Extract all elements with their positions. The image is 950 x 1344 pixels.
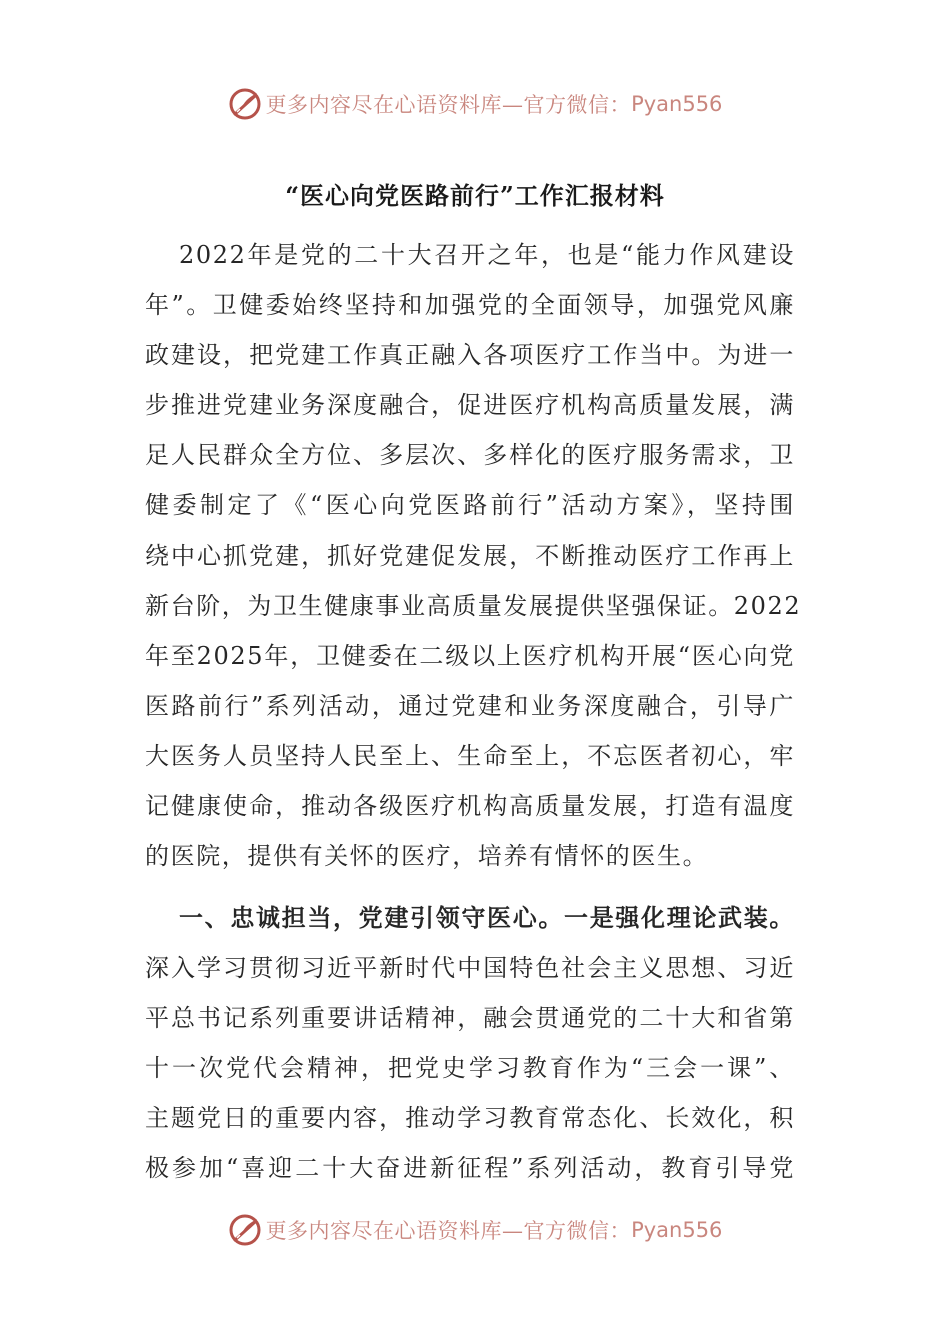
banner-wechat-id: Pyan556 <box>631 92 723 116</box>
text-line: 平总书记系列重要讲话精神，融会贯通党的二十大和省第 <box>145 1004 795 1033</box>
text-line: 记健康使命，推动各级医疗机构高质量发展，打造有温度 <box>145 792 795 821</box>
footer-watermark-banner <box>0 1210 950 1250</box>
text-line: 十一次党代会精神，把党史学习教育作为“三会一课”、 <box>145 1054 795 1083</box>
document-title: “医心向党医路前行”工作汇报材料 <box>285 181 665 210</box>
text-line: 政建设，把党建工作真正融入各项医疗工作当中。为进一 <box>145 341 795 370</box>
text-line: 足人民群众全方位、多层次、多样化的医疗服务需求，卫 <box>145 441 795 470</box>
text-line: 深入学习贯彻习近平新时代中国特色社会主义思想、习近 <box>145 954 795 983</box>
text-line: 主题党日的重要内容，推动学习教育常态化、长效化，积 <box>145 1104 795 1133</box>
banner-wechat-id: Pyan556 <box>631 1218 723 1242</box>
banner-text: 更多内容尽在心语资料库—官方微信： <box>265 93 632 117</box>
text-line: 的医院，提供有关怀的医疗，培养有情怀的医生。 <box>145 842 709 871</box>
quill-logo-icon <box>228 87 262 121</box>
text-line: 年”。卫健委始终坚持和加强党的全面领导，加强党风廉 <box>145 291 795 320</box>
text-line: 2022年是党的二十大召开之年，也是“能力作风建设 <box>179 241 795 269</box>
text-line: 大医务人员坚持人民至上、生命至上，不忘医者初心，牢 <box>145 741 795 770</box>
text-line: 年至2025年，卫健委在二级以上医疗机构开展“医心向党 <box>145 641 795 670</box>
banner-text: 更多内容尽在心语资料库—官方微信： <box>265 1219 632 1243</box>
paragraph-section-one <box>145 893 795 1194</box>
text-line: 健委制定了《“医心向党医路前行”活动方案》，坚持围 <box>145 491 795 520</box>
text-line: 绕中心抓党建，抓好党建促发展，不断推动医疗工作再上 <box>145 541 795 570</box>
paragraph-intro <box>145 230 802 881</box>
text-line: 新台阶，为卫生健康事业高质量发展提供坚强保证。2022 <box>145 591 802 620</box>
text-line: 极参加“喜迎二十大奋进新征程”系列活动，教育引导党 <box>145 1154 795 1183</box>
section-heading: 一、忠诚担当，党建引领守医心。一是强化理论武装。 <box>179 903 795 932</box>
text-line: 步推进党建业务深度融合，促进医疗机构高质量发展，满 <box>145 391 795 420</box>
quill-logo-icon <box>228 1213 262 1247</box>
text-line: 医路前行”系列活动，通过党建和业务深度融合，引导广 <box>145 691 795 720</box>
header-watermark-banner <box>0 84 950 124</box>
